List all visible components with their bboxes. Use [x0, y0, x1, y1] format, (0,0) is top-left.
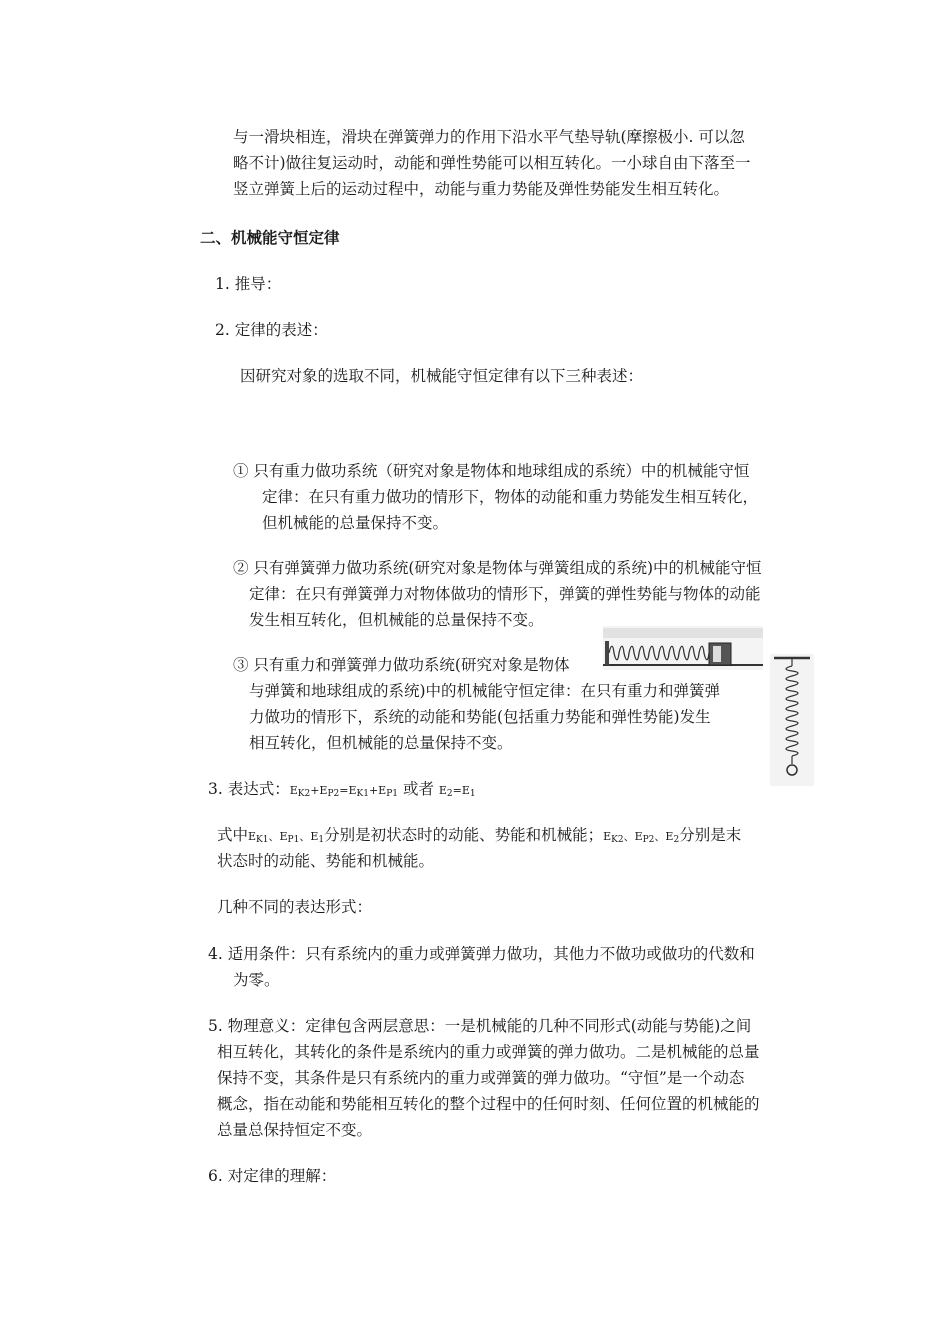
- statement-3-line-3: 力做功的情形下，系统的动能和势能(包括重力势能和弹性势能)发生: [249, 708, 711, 726]
- item-4-line-1: 4. 适用条件：只有系统内的重力或弹簧弹力做功，其他力不做功或做功的代数和: [208, 945, 755, 963]
- horizontal-spring-figure: [603, 626, 763, 670]
- item-5-line-3: 保持不变，其条件是只有系统内的重力或弹簧的弹力做功。“守恒”是一个动态: [217, 1069, 745, 1087]
- item-5-line-4: 概念，指在动能和势能相互转化的整个过程中的任何时刻、任何位置的机械能的: [217, 1095, 760, 1113]
- statement-3-line-4: 相互转化，但机械能的总量保持不变。: [249, 734, 513, 752]
- statement-2-line-3: 发生相互转化，但机械能的总量保持不变。: [249, 611, 544, 629]
- item-2-note: 因研究对象的选取不同，机械能守恒定律有以下三种表述：: [240, 367, 644, 385]
- item-3-label: 3. 表达式：: [208, 780, 290, 798]
- expression-forms: 几种不同的表达形式：: [217, 898, 373, 916]
- item-1-heading: 1. 推导：: [215, 275, 282, 293]
- item-5-line-2: 相互转化，其转化的条件是系统内的重力或弹簧的弹力做功。二是机械能的总量: [217, 1043, 760, 1061]
- desc-final-text: 分别是末: [679, 826, 742, 844]
- statement-1-line-1: ① 只有重力做功系统（研究对象是物体和地球组成的系统）中的机械能守恒: [233, 462, 750, 480]
- item-3-expression: [208, 778, 476, 805]
- item-3-desc-line-1: [217, 824, 741, 851]
- statement-1-line-3: 但机械能的总量保持不变。: [262, 514, 449, 532]
- desc-prefix: 式中: [217, 826, 249, 844]
- intro-line-3: 竖立弹簧上后的运动过程中，动能与重力势能及弹性势能发生相互转化。: [233, 180, 730, 198]
- statement-3-line-1: ③ 只有重力和弹簧弹力做功系统(研究对象是物体: [233, 656, 570, 674]
- item-3-desc-line-2: 状态时的动能、势能和机械能。: [217, 852, 435, 870]
- statement-2-line-2: 定律：在只有弹簧弹力对物体做功的情形下，弹簧的弹性势能与物体的动能: [249, 585, 761, 603]
- intro-line-2: 略不计)做往复运动时，动能和弹性势能可以相互转化。一小球自由下落至一: [233, 154, 751, 172]
- intro-line-1: 与一滑块相连，滑块在弹簧弹力的作用下沿水平气垫导轨(摩擦极小. 可以忽: [233, 128, 745, 146]
- desc-final-symbols: $E_{K2}$、$E_{P2}$、$E_2$: [603, 830, 680, 845]
- item-5-line-1: 5. 物理意义：定律包含两层意思：一是机械能的几种不同形式(动能与势能)之间: [208, 1017, 752, 1035]
- item-3-or: 或者: [402, 780, 434, 798]
- vertical-spring-figure: [770, 654, 814, 786]
- item-5-line-5: 总量总保持恒定不变。: [217, 1121, 373, 1139]
- item-2-heading: 2. 定律的表述：: [215, 321, 328, 339]
- expression-formula: $E_{K2}+E_{P2}=E_{K1}+E_{P1}$: [289, 784, 398, 799]
- item-6-heading: 6. 对定律的理解：: [208, 1167, 337, 1185]
- section-title: 二、机械能守恒定律: [200, 229, 340, 247]
- item-4-line-2: 为零。: [233, 971, 280, 989]
- statement-2-line-1: ② 只有弹簧弹力做功系统(研究对象是物体与弹簧组成的系统)中的机械能守恒: [233, 559, 762, 577]
- desc-initial-symbols: $E_{K1}$、$E_{P1}$、$E_1$: [248, 830, 325, 845]
- statement-3-line-2: 与弹簧和地球组成的系统)中的机械能守恒定律：在只有重力和弹簧弹: [249, 682, 721, 700]
- expression-formula-alt: $E_2=E_1$: [438, 784, 476, 799]
- statement-1-line-2: 定律：在只有重力做功的情形下，物体的动能和重力势能发生相互转化，: [262, 488, 759, 506]
- desc-initial-text: 分别是初状态时的动能、势能和机械能；: [324, 826, 604, 844]
